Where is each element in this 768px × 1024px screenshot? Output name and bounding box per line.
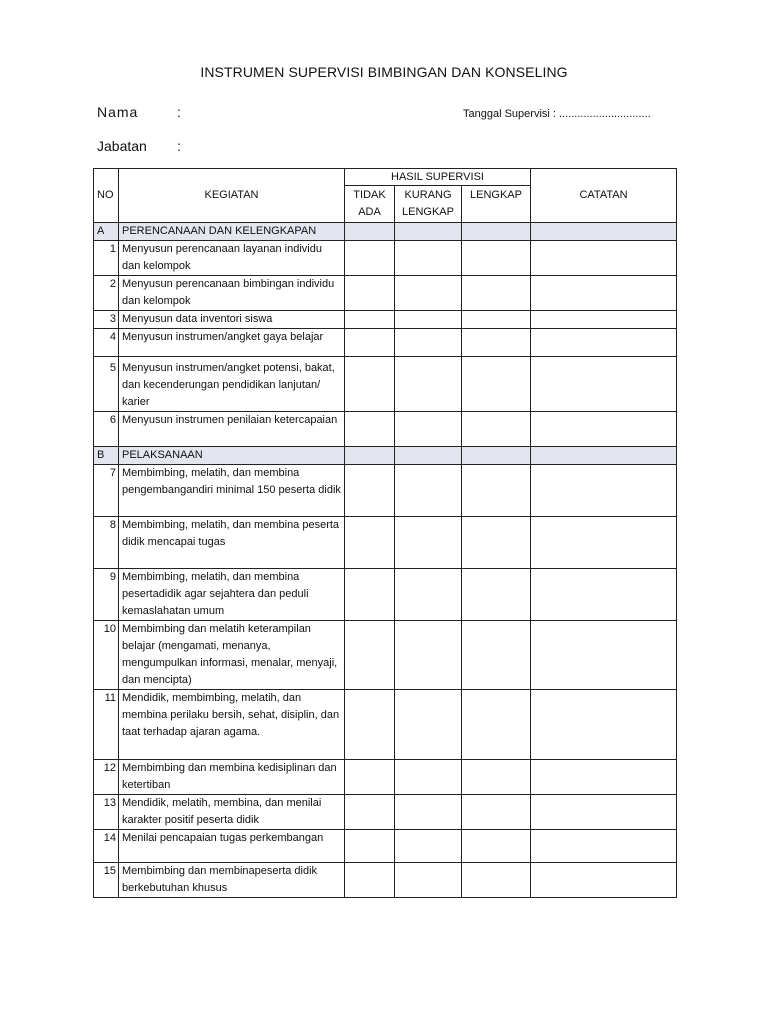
header-catatan: CATATAN [531, 169, 677, 223]
row-kegiatan: Membimbing, melatih, dan membina peserta didik mencapai tugas [119, 517, 345, 569]
cell-kurang-lengkap[interactable] [395, 830, 462, 863]
header-kegiatan: KEGIATAN [119, 169, 345, 223]
row-number: 10 [94, 621, 119, 690]
document-title: INSTRUMEN SUPERVISI BIMBINGAN DAN KONSELING [200, 64, 568, 80]
cell-catatan[interactable] [531, 830, 677, 863]
cell-kurang-lengkap[interactable] [395, 760, 462, 795]
row-kegiatan: Mendidik, membimbing, melatih, dan membina perilaku bersih, sehat, disiplin, dan taat terhadap ajaran agama. [119, 690, 345, 760]
row-kegiatan: Membimbing, melatih, dan membina pengembangandiri minimal 150 peserta didik [119, 465, 345, 517]
table-row [94, 311, 677, 329]
cell-tidak-ada[interactable] [345, 357, 395, 412]
cell-kurang-lengkap[interactable] [395, 357, 462, 412]
cell-tidak-ada[interactable] [345, 760, 395, 795]
cell-tidak-ada[interactable] [345, 276, 395, 311]
cell-kurang-lengkap[interactable] [395, 795, 462, 830]
table-row [94, 517, 677, 569]
cell-lengkap[interactable] [462, 517, 531, 569]
row-number: 9 [94, 569, 119, 621]
row-kegiatan: Menyusun perencanaan bimbingan individu dan kelompok [119, 276, 345, 311]
row-kegiatan: Menilai pencapaian tugas perkembangan [119, 830, 345, 863]
table-row [94, 357, 677, 412]
header-no: NO [94, 169, 119, 223]
row-kegiatan: Membimbing dan melatih keterampilan belajar (mengamati, menanya, mengumpulkan informasi, menalar, menyaji, dan mencipta) [119, 621, 345, 690]
section-row-a [94, 223, 677, 241]
jabatan-label: Jabatan [97, 138, 147, 154]
row-kegiatan: Menyusun data inventori siswa [119, 311, 345, 329]
table-row [94, 329, 677, 357]
cell-kurang-lengkap[interactable] [395, 465, 462, 517]
header-kurang-lengkap: KURANG LENGKAP [395, 186, 462, 223]
cell-lengkap[interactable] [462, 795, 531, 830]
cell-lengkap[interactable] [462, 621, 531, 690]
cell-tidak-ada[interactable] [345, 621, 395, 690]
table-row [94, 830, 677, 863]
cell-lengkap[interactable] [462, 690, 531, 760]
section-letter: A [94, 223, 119, 241]
cell-tidak-ada[interactable] [345, 465, 395, 517]
cell-lengkap[interactable] [462, 863, 531, 898]
table-row [94, 690, 677, 760]
row-number: 15 [94, 863, 119, 898]
cell-lengkap[interactable] [462, 357, 531, 412]
cell-lengkap[interactable] [462, 311, 531, 329]
nama-field [97, 104, 181, 120]
jabatan-colon: : [177, 138, 181, 154]
table-row [94, 863, 677, 898]
supervision-table [93, 168, 677, 898]
table-row [94, 465, 677, 517]
cell-tidak-ada[interactable] [345, 690, 395, 760]
cell-tidak-ada[interactable] [345, 412, 395, 447]
row-number: 1 [94, 241, 119, 276]
section-title: PELAKSANAAN [119, 447, 345, 465]
table-row [94, 412, 677, 447]
cell-kurang-lengkap[interactable] [395, 276, 462, 311]
header-hasil-supervisi: HASIL SUPERVISI [345, 169, 531, 186]
cell-lengkap[interactable] [462, 760, 531, 795]
cell-catatan[interactable] [531, 863, 677, 898]
cell-kurang-lengkap[interactable] [395, 569, 462, 621]
cell-tidak-ada[interactable] [345, 830, 395, 863]
row-kegiatan: Membimbing dan membinapeserta didik berkebutuhan khusus [119, 863, 345, 898]
cell-lengkap[interactable] [462, 465, 531, 517]
table-row [94, 621, 677, 690]
cell-kurang-lengkap[interactable] [395, 621, 462, 690]
cell-catatan[interactable] [531, 241, 677, 276]
cell-catatan[interactable] [531, 412, 677, 447]
cell-kurang-lengkap[interactable] [395, 863, 462, 898]
cell-kurang-lengkap[interactable] [395, 412, 462, 447]
cell-kurang-lengkap[interactable] [395, 517, 462, 569]
jabatan-field [97, 138, 181, 154]
row-number: 14 [94, 830, 119, 863]
cell-catatan[interactable] [531, 795, 677, 830]
cell-catatan[interactable] [531, 465, 677, 517]
row-number: 7 [94, 465, 119, 517]
cell-kurang-lengkap[interactable] [395, 690, 462, 760]
table-row [94, 241, 677, 276]
cell-tidak-ada[interactable] [345, 517, 395, 569]
cell-lengkap[interactable] [462, 329, 531, 357]
cell-kurang-lengkap[interactable] [395, 329, 462, 357]
table-row [94, 760, 677, 795]
cell-lengkap[interactable] [462, 276, 531, 311]
cell-lengkap[interactable] [462, 241, 531, 276]
cell-lengkap[interactable] [462, 830, 531, 863]
row-kegiatan: Menyusun instrumen/angket potensi, bakat, dan kecenderungan pendidikan lanjutan/ karier [119, 357, 345, 412]
row-number: 12 [94, 760, 119, 795]
cell-lengkap[interactable] [462, 569, 531, 621]
row-number: 13 [94, 795, 119, 830]
row-number: 6 [94, 412, 119, 447]
row-number: 2 [94, 276, 119, 311]
section-letter: B [94, 447, 119, 465]
nama-label: Nama [97, 104, 139, 120]
row-number: 3 [94, 311, 119, 329]
cell-tidak-ada[interactable] [345, 795, 395, 830]
section-row-b [94, 447, 677, 465]
row-kegiatan: Membimbing dan membina kedisiplinan dan ketertiban [119, 760, 345, 795]
cell-catatan[interactable] [531, 329, 677, 357]
row-number: 11 [94, 690, 119, 760]
cell-tidak-ada[interactable] [345, 329, 395, 357]
cell-catatan[interactable] [531, 760, 677, 795]
cell-catatan[interactable] [531, 276, 677, 311]
header-tidak-ada: TIDAK ADA [345, 186, 395, 223]
header-lengkap: LENGKAP [462, 186, 531, 223]
cell-tidak-ada[interactable] [345, 569, 395, 621]
cell-catatan[interactable] [531, 517, 677, 569]
row-kegiatan: Menyusun perencanaan layanan individu dan kelompok [119, 241, 345, 276]
table-row [94, 569, 677, 621]
cell-tidak-ada[interactable] [345, 311, 395, 329]
row-kegiatan: Membimbing, melatih, dan membina pesertadidik agar sejahtera dan peduli kemaslahatan umum [119, 569, 345, 621]
cell-catatan[interactable] [531, 357, 677, 412]
cell-tidak-ada[interactable] [345, 863, 395, 898]
cell-tidak-ada[interactable] [345, 241, 395, 276]
cell-kurang-lengkap[interactable] [395, 241, 462, 276]
cell-kurang-lengkap[interactable] [395, 311, 462, 329]
table-row [94, 276, 677, 311]
cell-lengkap[interactable] [462, 412, 531, 447]
section-title: PERENCANAAN DAN KELENGKAPAN [119, 223, 345, 241]
cell-catatan[interactable] [531, 311, 677, 329]
row-number: 8 [94, 517, 119, 569]
cell-catatan[interactable] [531, 621, 677, 690]
cell-catatan[interactable] [531, 690, 677, 760]
row-number: 5 [94, 357, 119, 412]
row-kegiatan: Menyusun instrumen/angket gaya belajar [119, 329, 345, 357]
row-kegiatan: Menyusun instrumen penilaian ketercapaian [119, 412, 345, 447]
table-row [94, 795, 677, 830]
nama-colon: : [177, 104, 181, 120]
tanggal-supervisi: Tanggal Supervisi : .............................. [463, 108, 651, 120]
row-number: 4 [94, 329, 119, 357]
row-kegiatan: Mendidik, melatih, membina, dan menilai karakter positif peserta didik [119, 795, 345, 830]
cell-catatan[interactable] [531, 569, 677, 621]
